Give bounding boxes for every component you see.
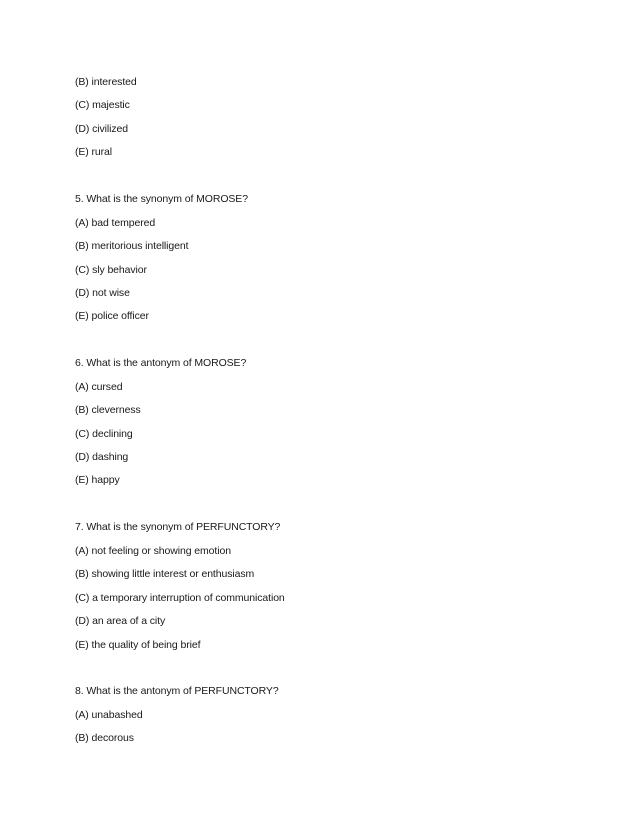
option-7b: (B) showing little interest or enthusiasm	[75, 568, 255, 580]
option-6d: (D) dashing	[75, 451, 129, 463]
question-7-text: 7. What is the synonym of PERFUNCTORY?	[75, 521, 281, 533]
option-5e: (E) police officer	[75, 310, 149, 322]
option-5c: (C) sly behavior	[75, 264, 147, 276]
option-5b: (B) meritorious intelligent	[75, 240, 189, 252]
question-6-text: 6. What is the antonym of MOROSE?	[75, 357, 247, 369]
option-7d: (D) an area of a city	[75, 615, 166, 627]
option-5a: (A) bad tempered	[75, 217, 156, 229]
question-5-text: 5. What is the synonym of MOROSE?	[75, 193, 248, 205]
option-8b: (B) decorous	[75, 732, 134, 744]
option-7c: (C) a temporary interruption of communication	[75, 592, 285, 604]
option-7a: (A) not feeling or showing emotion	[75, 545, 231, 557]
question-8-text: 8. What is the antonym of PERFUNCTORY?	[75, 685, 279, 697]
option-6c: (C) declining	[75, 428, 133, 440]
option-4b: (B) interested	[75, 76, 137, 88]
option-6e: (E) happy	[75, 474, 120, 486]
option-4c: (C) majestic	[75, 99, 130, 111]
option-6a: (A) cursed	[75, 381, 123, 393]
option-4e: (E) rural	[75, 146, 113, 158]
option-6b: (B) cleverness	[75, 404, 141, 416]
option-8a: (A) unabashed	[75, 709, 143, 721]
option-7e: (E) the quality of being brief	[75, 639, 201, 651]
option-5d: (D) not wise	[75, 287, 130, 299]
option-4d: (D) civilized	[75, 123, 128, 135]
